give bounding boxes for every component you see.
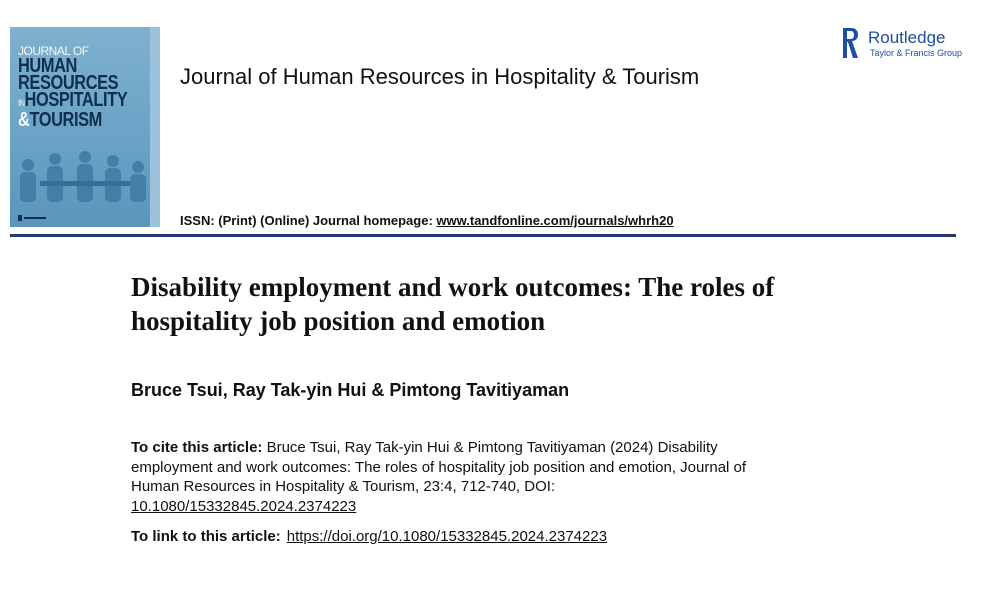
issn-homepage-line [180, 213, 674, 228]
publisher-brand: Routledge [868, 28, 946, 47]
article-authors: Bruce Tsui, Ray Tak-yin Hui & Pimtong Tavitiyaman [131, 380, 570, 400]
routledge-logo [838, 27, 968, 61]
issn-text: ISSN: (Print) (Online) Journal homepage: [180, 213, 437, 228]
link-label: To link to this article: [131, 528, 281, 545]
cover-title-line4: HOSPITALITY [24, 89, 128, 111]
cover-people-silhouettes [10, 145, 160, 205]
citation-block [131, 438, 781, 516]
article-link-line [131, 528, 607, 545]
cover-publisher-mark [18, 215, 48, 221]
journal-homepage-link[interactable]: www.tandfonline.com/journals/whrh20 [436, 213, 674, 228]
cover-title-line2: HUMAN [18, 55, 77, 77]
journal-cover-image [10, 27, 160, 227]
header-divider [10, 234, 956, 237]
cover-title-line3: RESOURCES [18, 72, 119, 94]
publisher-group: Taylor & Francis Group [870, 48, 963, 58]
article-title: Disability employment and work outcomes: The roles of hospitality job position and emotion [131, 272, 775, 336]
cover-title [18, 45, 148, 129]
cite-text: Bruce Tsui, Ray Tak-yin Hui & Pimtong Tavitiyaman (2024) Disability employment and work outcomes: The roles of hospitality job position and emotion, Journal of Human Resources in Hospitality & Tourism, 23:4, 712-740, DOI: [131, 439, 747, 495]
cover-title-amp: & [18, 109, 30, 131]
journal-title: Journal of Human Resources in Hospitality & Tourism [180, 64, 700, 89]
cover-title-line1: JOURNAL OF [18, 44, 89, 58]
article-doi-link[interactable]: https://doi.org/10.1080/15332845.2024.2374223 [286, 528, 608, 545]
cite-label: To cite this article: [131, 439, 263, 456]
cover-title-line5: TOURISM [29, 109, 102, 131]
cite-doi-link[interactable]: 10.1080/15332845.2024.2374223 [131, 497, 357, 515]
cover-title-in: IN [18, 98, 25, 108]
routledge-r-icon [840, 27, 860, 59]
